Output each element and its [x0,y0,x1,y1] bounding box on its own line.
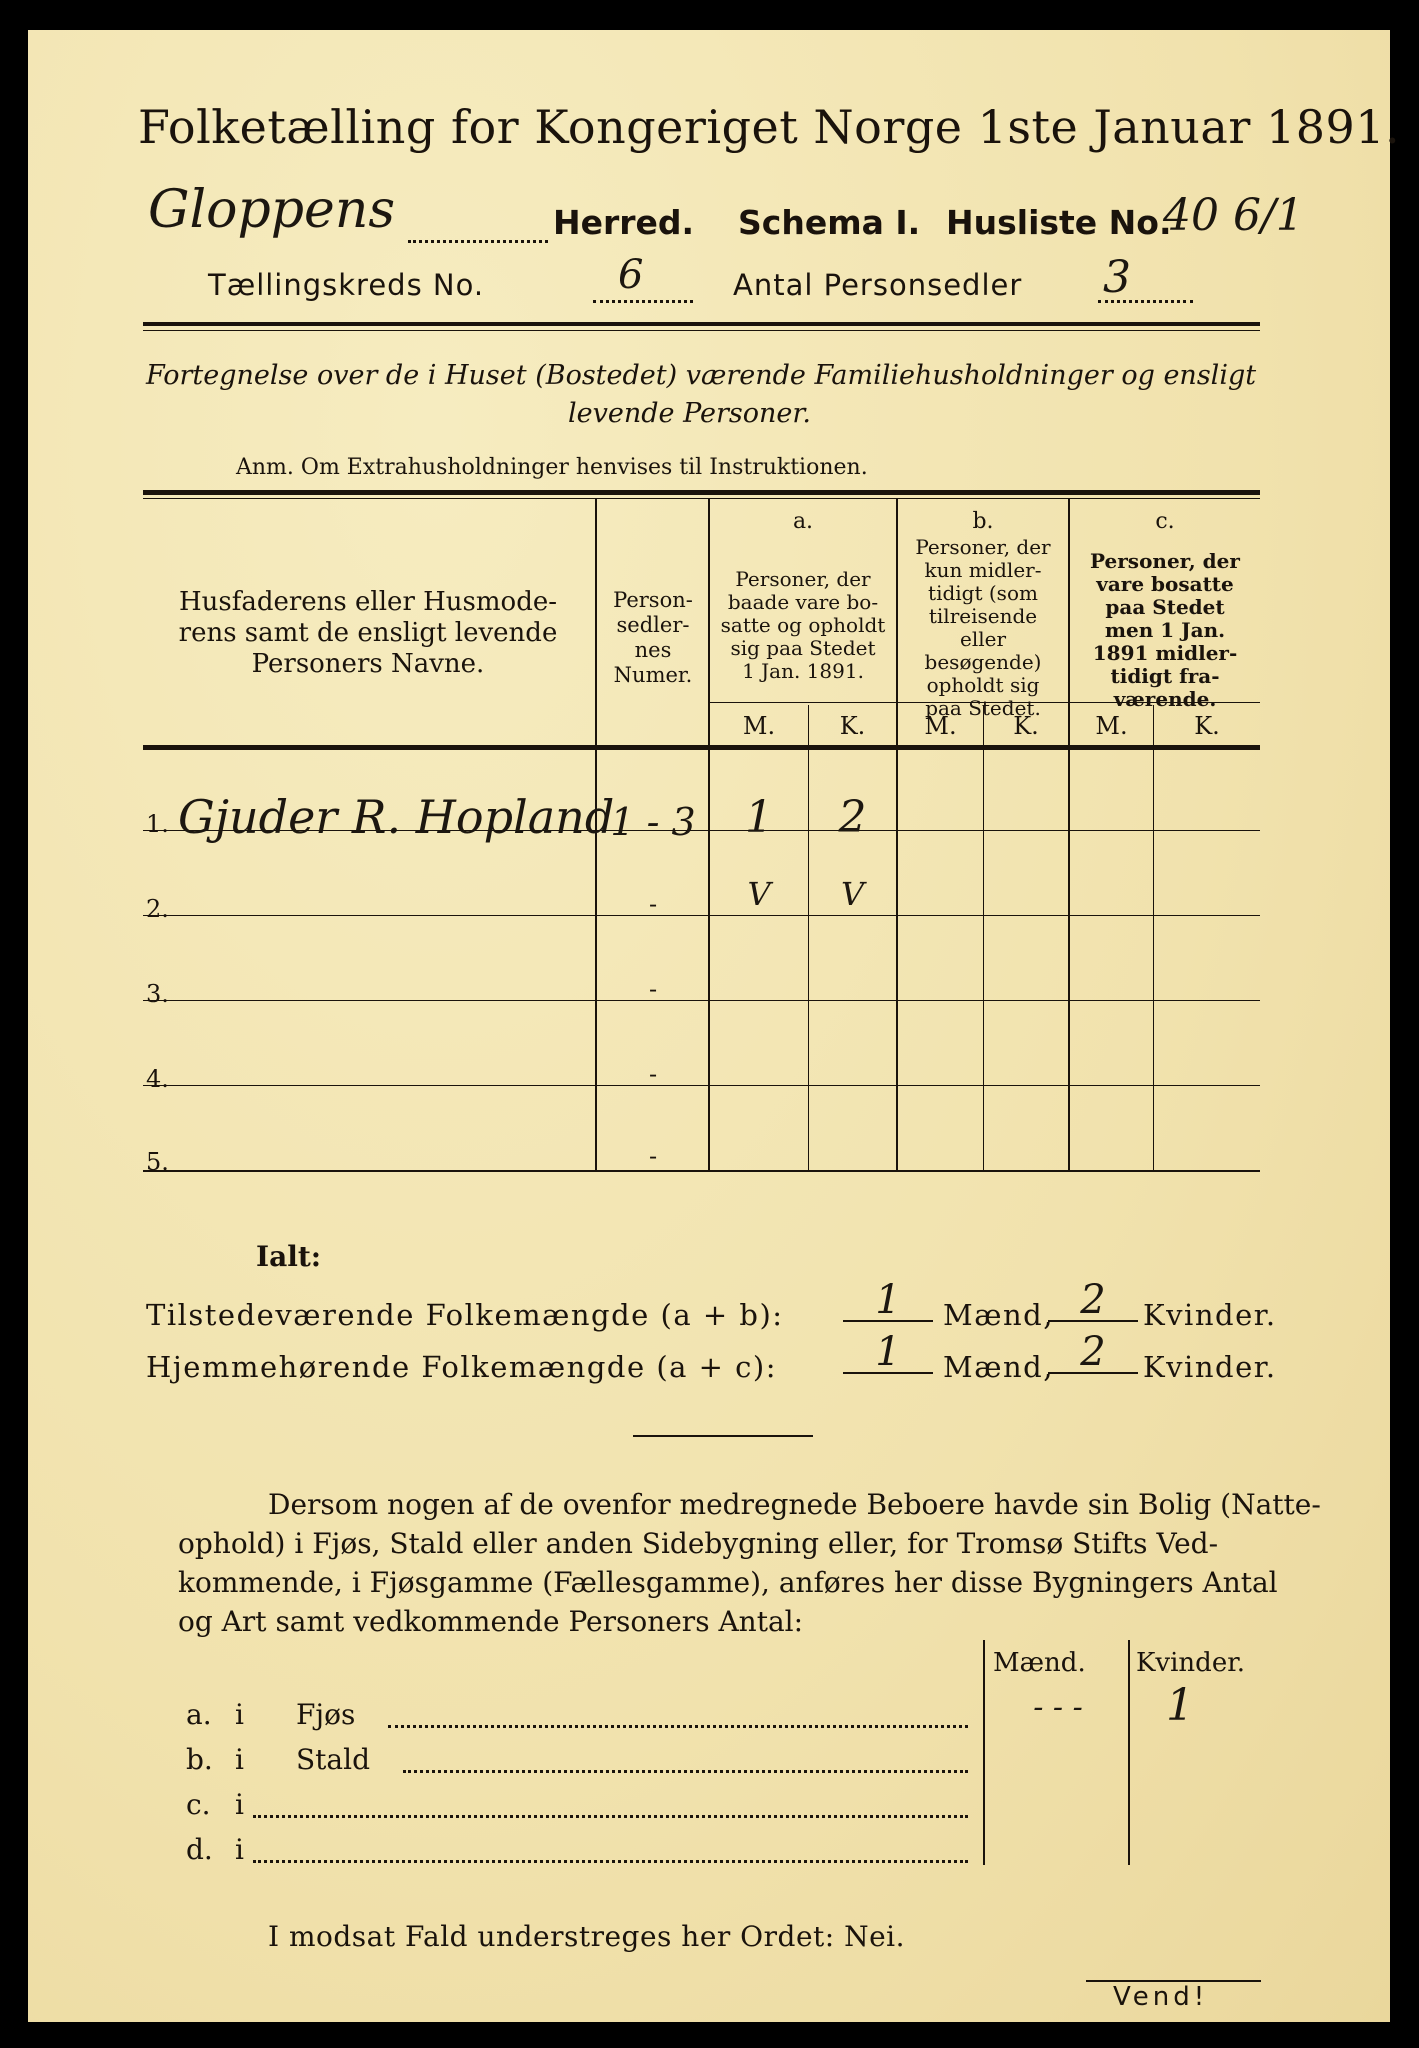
col-a-letter: a. [792,509,814,534]
mk-c-k: K. [1194,712,1220,740]
building-b-letter: b. [186,1743,213,1776]
census-form-page [28,30,1401,2022]
row-1-number: 1. [146,810,169,838]
kreds-label: Tællingskreds No. [208,268,485,302]
paragraph-line-1: Dersom nogen af de ovenfor medregnede Beboere havde sin Bolig (Natte- [268,1488,1321,1521]
building-a-i: i [235,1698,244,1731]
buildings-kvinder-head: Kvinder. [1136,1648,1246,1678]
row-4-numer: - [648,1060,658,1088]
totals-line-1-maend: 1 [843,1280,933,1322]
totals-line-2-kvinder: 2 [1048,1332,1138,1374]
row-1-a-m: 1 [745,792,773,843]
row-5-number: 5. [146,1148,169,1176]
totals-line-2-label: Hjemmehørende Folkemængde (a + c): [146,1350,777,1384]
row-2-numer: - [648,890,658,918]
anm-note: Anm. Om Extrahusholdninger henvises til Instruktionen. [236,455,868,480]
intro-line-1: Fortegnelse over de i Huset (Bostedet) værende Familiehusholdninger og ensligt [146,360,1257,391]
totals-line-2-maend-label: Mænd, [943,1350,1054,1384]
building-d-letter: d. [186,1833,213,1866]
row-1-a-k: 2 [838,792,867,843]
totals-line-2-kvinder-label: Kvinder. [1143,1350,1277,1384]
husliste-label: Husliste No. [946,203,1172,242]
personsedler-value: 3 [1103,252,1131,303]
paragraph-line-2: ophold) i Fjøs, Stald eller anden Sidebygning eller, for Tromsø Stifts Ved- [178,1527,1219,1560]
col-header-c: Personer, der vare bosatte paa Stedet men 1 Jan. 1891 midler- tidigt fra- værende. [1090,549,1240,711]
buildings-maend-head: Mænd. [993,1648,1086,1678]
col-header-a: Personer, der baade vare bo- satte og opholdt sig paa Stedet 1 Jan. 1891. [720,567,886,683]
mk-c-m: M. [1095,712,1128,740]
row-4-number: 4. [146,1065,169,1093]
herred-label: Herred. [553,203,695,242]
building-a-kvinder: 1 [1166,1680,1194,1731]
building-a-maend: - - - [1033,1690,1083,1725]
row-1-numer: 1 - 3 [610,800,696,844]
building-a-letter: a. [186,1698,212,1731]
building-c-letter: c. [186,1788,211,1821]
building-a-name: Fjøs [296,1698,356,1731]
totals-line-1-label: Tilstedeværende Folkemængde (a + b): [146,1298,784,1332]
building-c-i: i [235,1788,244,1821]
schema-label: Schema I. [738,203,921,242]
row-2-number: 2. [146,895,169,923]
form-title: Folketælling for Kongeriget Norge 1ste Januar 1891. [138,100,1401,154]
col-header-numer: Person- sedler- nes Numer. [613,588,693,687]
kreds-value: 6 [618,252,644,298]
col-b-letter: b. [972,509,994,534]
col-header-b: Personer, der kun midler- tidigt (som tilreisende eller besøgende) opholdt sig paa Stedet. [915,535,1051,720]
totals-line-2-maend: 1 [843,1332,933,1374]
paragraph-line-3: kommende, i Fjøsgamme (Fællesgamme), anføres her disse Bygningers Antal [178,1566,1278,1599]
paragraph-line-4: og Art samt vedkommende Personers Antal: [178,1605,804,1638]
mk-a-k: K. [839,712,866,740]
mk-b-k: K. [1013,712,1039,740]
col-header-names: Husfaderens eller Husmode- rens samt de ensligt levende Personers Navne. [178,587,558,679]
totals-line-1-kvinder: 2 [1048,1280,1138,1322]
row-5-numer: - [648,1142,658,1170]
totals-line-1-kvinder-label: Kvinder. [1143,1298,1277,1332]
mk-b-m: M. [924,712,957,740]
vend-note: Vend! [1113,1982,1209,2012]
row-2-a-m: V [747,875,771,913]
personsedler-label: Antal Personsedler [733,268,1023,302]
building-b-i: i [235,1743,244,1776]
row-2-a-k: V [840,875,865,913]
building-b-name: Stald [296,1743,371,1776]
ialt-label: Ialt: [256,1240,322,1273]
building-d-i: i [235,1833,244,1866]
intro-line-2: levende Personer. [568,398,811,429]
row-3-numer: - [648,975,658,1003]
mk-a-m: M. [742,712,776,740]
herred-value: Gloppens [148,180,395,240]
col-c-letter: c. [1155,509,1175,534]
row-3-number: 3. [146,980,169,1008]
row-1-name: Gjuder R. Hopland [178,790,615,844]
husliste-value: 40 6/1 [1163,190,1304,241]
modsat-fald-note: I modsat Fald understreges her Ordet: Nei. [268,1920,906,1953]
totals-line-1-maend-label: Mænd, [943,1298,1054,1332]
